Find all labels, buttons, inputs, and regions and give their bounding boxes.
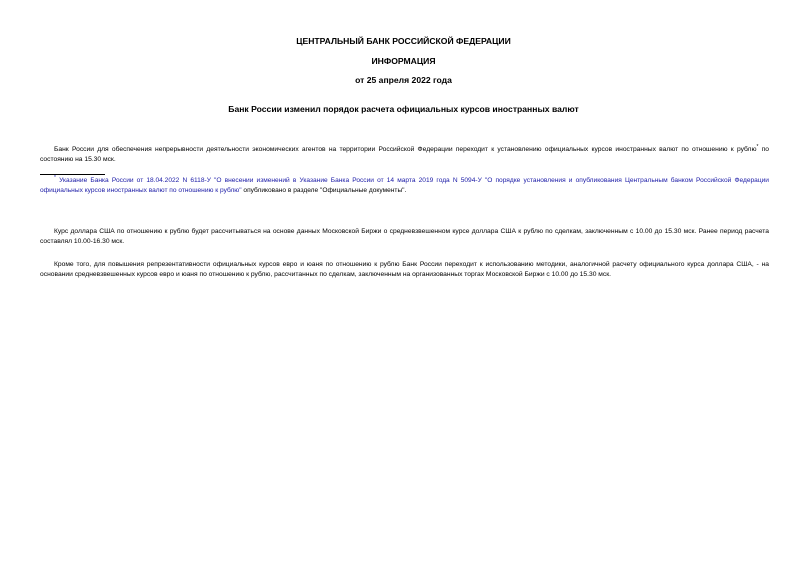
paragraph-intro-text: Банк России для обеспечения непрерывности деятельности экономических агентов на территории Российской Федерации переходит к установлению официальных курсов иностранных валют по отношению к рублю (54, 146, 757, 153)
paragraph-eur-cny-rate: Кроме того, для повышения репрезентативности официальных курсов евро и юаня по отношению к рублю Банк России переходит к использованию методики, аналогичной расчету официального курса доллара США, - на основании средневзвешенных курсов евро и юаня по отношению к рублю, рассчитанных по сделкам, заключенным на организованных торгах Московской Биржи с 10.00 до 15.30 мск. (40, 261, 769, 279)
footnote-reference[interactable]: * (756, 143, 759, 150)
footnote-separator (40, 174, 105, 175)
document-title: Банк России изменил порядок расчета официальных курсов иностранных валют (228, 104, 579, 114)
paragraph-usd-rate: Курс доллара США по отношению к рублю будет рассчитываться на основе данных Московской Биржи о средневзвешенном курсе доллара США к рублю по сделкам, заключенным с 10.00 до 15.30 мск. Ранее период расчета составлял 10.00-16.30 мск. (40, 228, 769, 246)
footnote (40, 176, 769, 197)
footnote-tail: опубликовано в разделе "Официальные документы". (241, 187, 407, 195)
issuer-heading: ЦЕНТРАЛЬНЫЙ БАНК РОССИЙСКОЙ ФЕДЕРАЦИИ (296, 36, 511, 46)
document-date: от 25 апреля 2022 года (355, 75, 452, 85)
paragraph-intro (40, 145, 769, 166)
paragraph-intro-tail: по состоянию на 15.30 мск. (40, 146, 770, 164)
document-type-heading: ИНФОРМАЦИЯ (371, 56, 436, 66)
footnote-mark: * (54, 174, 56, 181)
footnote-link-text: Указание Банка России от 18.04.2022 N 6118-У "О внесении изменений в Указание Банка России от 14 марта 2019 года N 5094-У "О порядке установления и опубликования Центральным банком Российской Федерации официальных курсов иностранных валют по отношению к рублю" (40, 177, 769, 195)
